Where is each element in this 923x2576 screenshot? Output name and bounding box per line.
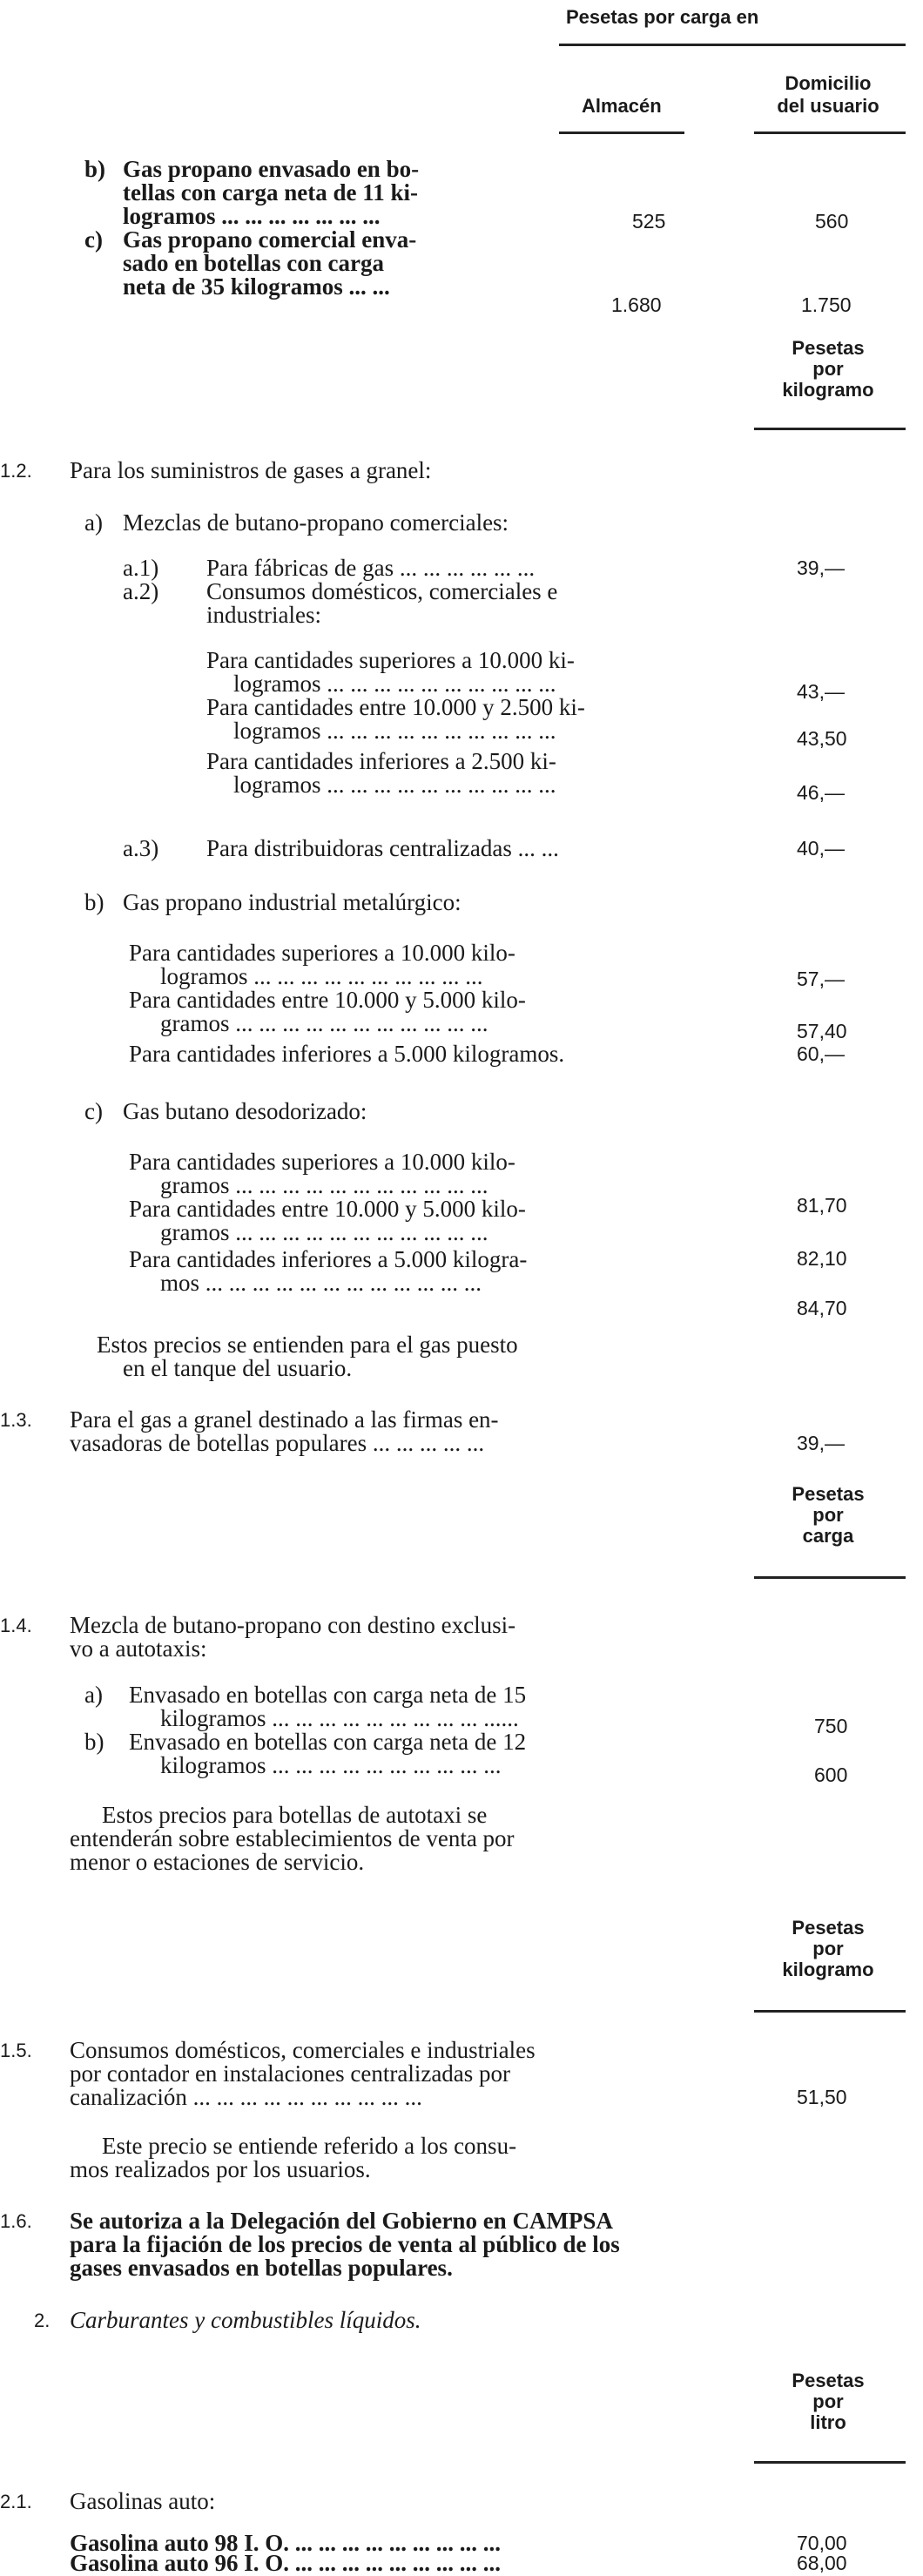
section-1-3-line-2: vasadoras de botellas populares ... ... ... ... ... [70,1430,485,1456]
section-1-4-b-marker: b) [84,1729,104,1755]
section-1-5-note-line-1: Este precio se entiende referido a los consu- [102,2133,517,2159]
a2-sub-2-price: 43,50 [797,727,847,750]
c-sub-3-line-2: mos ... ... ... ... ... ... ... ... ... ... ... ... [160,1270,482,1296]
section-1-2-a-title: Mezclas de butano-propano comerciales: [123,509,509,536]
a3-price: 40,— [797,837,845,860]
b-sub-3-price: 60,— [797,1042,845,1065]
section-1-4-b-price: 600 [814,1763,848,1786]
section-1-5-note-line-2: mos realizados por los usuarios. [70,2156,371,2182]
section-2-1-number: 2.1. [0,2491,32,2512]
item-c-line-2: sado en botellas con carga [123,250,384,276]
section-1-3-line-1: Para el gas a granel destinado a las firmas en- [70,1406,499,1433]
section-1-2-note-line-1: Estos precios se entienden para el gas puesto [97,1332,518,1358]
section-1-2-b-title: Gas propano industrial metalúrgico: [123,889,462,915]
section-1-3-price: 39,— [797,1432,845,1454]
section-2-number: 2. [34,2310,51,2331]
header-almacen-rule [559,131,684,134]
section-1-5-line-2: por contador en instalaciones centralizadas por [70,2060,511,2087]
section-1-4-note-line-3: menor o estaciones de servicio. [70,1849,365,1875]
a3-marker: a.3) [123,835,159,861]
header-pesetas-por-carga: Pesetas por carga en [566,6,759,28]
header-almacen: Almacén [582,95,662,117]
b-sub-3-line-1: Para cantidades inferiores a 5.000 kilogramos. [129,1041,565,1067]
a2-sub-1-price: 43,— [797,680,845,703]
section-1-4-a-line-2: kilogramos ... ... ... ... ... ... ... ... ... ...... [160,1705,519,1731]
c-sub-3-price: 84,70 [797,1297,847,1319]
section-1-4-line-2: vo a autotaxis: [70,1635,207,1662]
a2-marker: a.2) [123,578,159,604]
gasolina-98-text: Gasolina auto 98 I. O. ... ... ... ... ... ... ... ... ... [70,2530,502,2556]
a2-line-1: Consumos domésticos, comerciales e [206,578,558,604]
c-sub-1-line-2: gramos ... ... ... ... ... ... ... ... ... ... ... [160,1172,488,1198]
b-sub-2-line-2: gramos ... ... ... ... ... ... ... ... ... ... ... [160,1010,488,1036]
b-sub-2-price: 57,40 [797,1020,847,1042]
b-sub-1-line-1: Para cantidades superiores a 10.000 kilo- [129,940,515,966]
gasolina-96-price: 68,00 [797,2552,847,2574]
unit-kg-2-line-1: Pesetas [792,1917,865,1939]
section-1-4-a-marker: a) [84,1682,103,1708]
section-1-2-b-marker: b) [84,889,104,915]
item-b-domicilio-price: 560 [815,210,849,233]
a2-sub-2-line-2: logramos ... ... ... ... ... ... ... ... ... ... [233,718,556,744]
item-b-almacen-price: 525 [632,210,666,233]
unit-carga-line-3: carga [802,1525,854,1547]
a2-sub-1-line-1: Para cantidades superiores a 10.000 ki- [206,647,575,673]
unit-kg-1-rule [754,428,906,430]
header-domicilio-2: del usuario [777,95,879,117]
unit-kg-2-rule [754,2010,906,2013]
item-b-line-3: logramos ... ... ... ... ... ... ... [123,203,381,229]
a1-marker: a.1) [123,555,159,581]
section-1-6-line-2: para la fijación de los precios de venta al público de los [70,2231,620,2257]
unit-kg-1-line-2: por [812,358,844,380]
c-sub-2-price: 82,10 [797,1247,847,1270]
section-1-4-note-line-2: entenderán sobre establecimientos de venta por [70,1825,515,1851]
a2-line-2: industriales: [206,602,321,628]
gasolina-98-price: 70,00 [797,2532,847,2554]
item-b-line-1: Gas propano envasado en bo- [123,156,420,182]
section-1-4-number: 1.4. [0,1615,32,1636]
item-c-line-3: neta de 35 kilogramos ... ... [123,273,390,300]
section-1-2-c-marker: c) [84,1098,103,1124]
section-1-6-line-3: gases envasados en botellas populares. [70,2255,453,2281]
unit-carga-line-2: por [812,1504,844,1526]
a1-text: Para fábricas de gas ... ... ... ... ... ... [206,555,536,581]
header-domicilio-rule [754,131,906,134]
item-c-domicilio-price: 1.750 [801,293,852,316]
section-1-2-note-line-2: en el tanque del usuario. [123,1355,353,1381]
unit-kg-2-line-2: por [812,1938,844,1959]
section-1-4-a-line-1: Envasado en botellas con carga neta de 15 [129,1682,527,1708]
section-1-6-line-1: Se autoriza a la Delegación del Gobierno en CAMPSA [70,2208,613,2234]
a2-sub-3-price: 46,— [797,781,845,804]
item-c-almacen-price: 1.680 [611,293,662,316]
a1-price: 39,— [797,556,845,579]
unit-litro-line-1: Pesetas [792,2370,865,2391]
section-1-2-number: 1.2. [0,460,32,482]
section-1-2-c-title: Gas butano desodorizado: [123,1098,367,1124]
unit-carga-line-1: Pesetas [792,1483,865,1505]
a2-sub-2-line-1: Para cantidades entre 10.000 y 2.500 ki- [206,694,585,720]
item-b-line-2: tellas con carga neta de 11 ki- [123,179,418,206]
gasolina-96-text: Gasolina auto 96 I. O. ... ... ... ... ... ... ... ... ... [70,2550,502,2576]
section-2-title: Carburantes y combustibles líquidos. [70,2307,421,2333]
item-c-line-1: Gas propano comercial enva- [123,226,417,253]
b-sub-1-price: 57,— [797,968,845,990]
section-2-1-title: Gasolinas auto: [70,2488,216,2514]
c-sub-3-line-1: Para cantidades inferiores a 5.000 kilogra- [129,1246,528,1272]
item-c-marker: c) [84,226,103,253]
unit-kg-1-line-3: kilogramo [782,379,874,401]
a2-sub-3-line-2: logramos ... ... ... ... ... ... ... ... ... ... [233,772,556,798]
section-1-2-a-marker: a) [84,509,103,536]
section-1-5-number: 1.5. [0,2040,32,2061]
section-1-4-note-line-1: Estos precios para botellas de autotaxi se [102,1802,488,1828]
unit-litro-rule [754,2461,906,2464]
section-1-4-b-line-1: Envasado en botellas con carga neta de 12 [129,1729,527,1755]
c-sub-2-line-2: gramos ... ... ... ... ... ... ... ... ... ... ... [160,1219,488,1245]
b-sub-1-line-2: logramos ... ... ... ... ... ... ... ... ... ... [160,963,483,989]
b-sub-2-line-1: Para cantidades entre 10.000 y 5.000 kilo- [129,987,526,1013]
unit-litro-line-2: por [812,2391,844,2412]
unit-carga-rule [754,1576,906,1579]
c-sub-1-price: 81,70 [797,1194,847,1217]
header-rule [559,44,906,46]
section-1-5-price: 51,50 [797,2086,847,2108]
a3-text: Para distribuidoras centralizadas ... ... [206,835,559,861]
section-1-4-a-price: 750 [814,1715,848,1737]
section-1-4-line-1: Mezcla de butano-propano con destino exclusi- [70,1612,516,1638]
c-sub-1-line-1: Para cantidades superiores a 10.000 kilo- [129,1149,515,1175]
unit-kg-1-line-1: Pesetas [792,337,865,359]
a2-sub-3-line-1: Para cantidades inferiores a 2.500 ki- [206,748,556,774]
section-1-3-number: 1.3. [0,1409,32,1431]
item-b-marker: b) [84,156,106,182]
c-sub-2-line-1: Para cantidades entre 10.000 y 5.000 kilo- [129,1196,526,1222]
section-1-5-line-1: Consumos domésticos, comerciales e industriales [70,2037,536,2063]
section-1-5-line-3: canalización ... ... ... ... ... ... ... ... ... ... [70,2084,422,2110]
header-domicilio-1: Domicilio [785,72,872,94]
section-1-6-number: 1.6. [0,2210,32,2232]
unit-litro-line-3: litro [810,2411,846,2433]
section-1-2-title: Para los suministros de gases a granel: [70,457,432,483]
section-1-4-b-line-2: kilogramos ... ... ... ... ... ... ... ... ... ... [160,1752,502,1778]
a2-sub-1-line-2: logramos ... ... ... ... ... ... ... ... ... ... [233,671,556,697]
unit-kg-2-line-3: kilogramo [782,1959,874,1980]
